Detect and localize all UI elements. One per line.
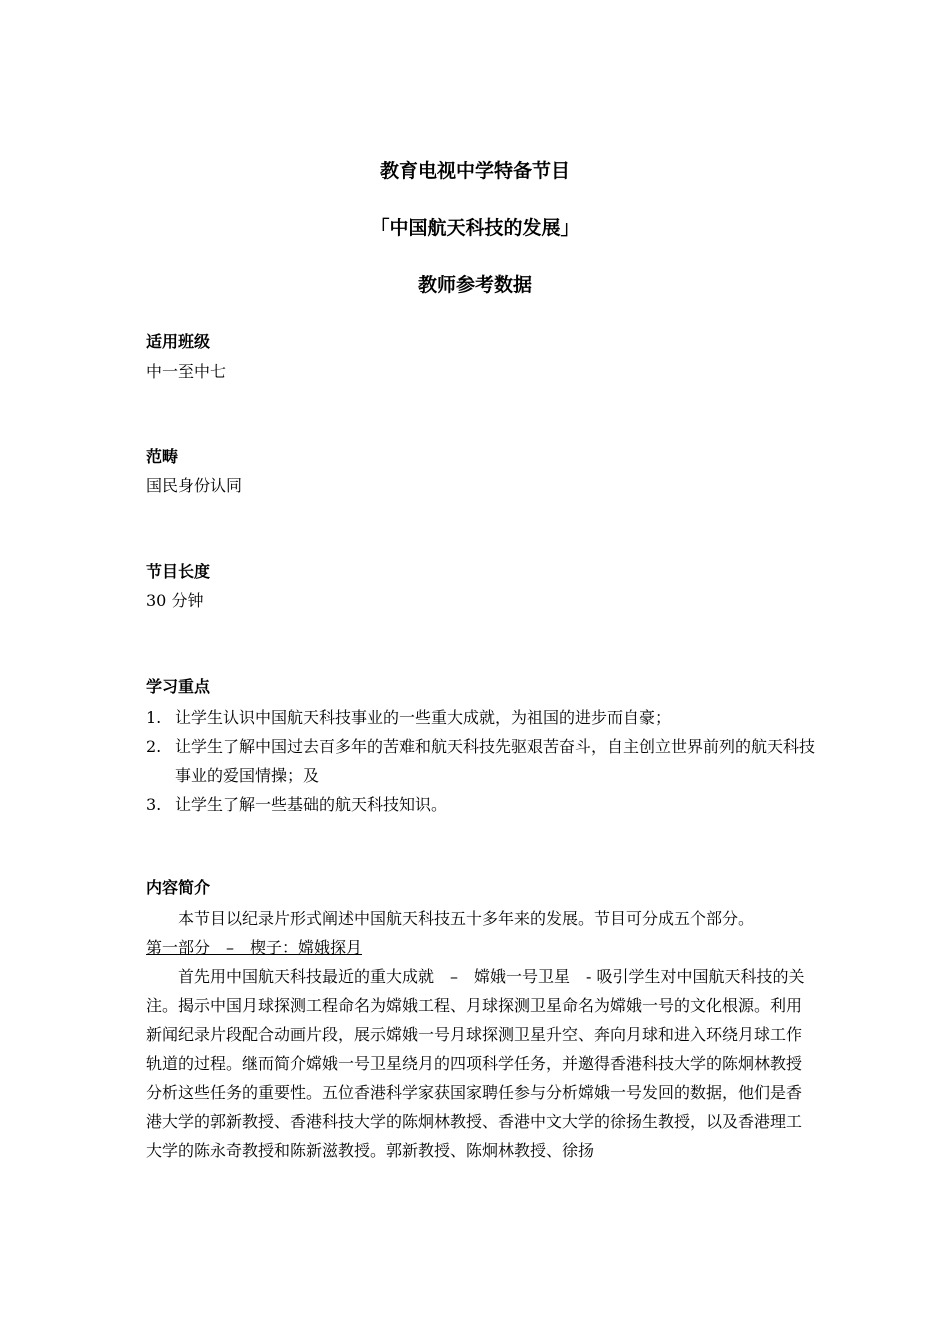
list-item <box>146 790 826 819</box>
list-item-text: 让学生了解一些基础的航天科技知识。 <box>175 795 448 814</box>
learning-focus-list <box>146 703 826 819</box>
category-heading: 范畴 <box>146 447 179 466</box>
learning-focus-heading: 学习重点 <box>146 677 211 696</box>
category-value: 国民身份认同 <box>146 476 243 495</box>
summary-heading: 内容简介 <box>146 878 211 897</box>
grades-value: 中一至中七 <box>146 362 227 381</box>
program-subtitle: 「中国航天科技的发展」 <box>370 217 580 239</box>
list-item <box>146 703 826 732</box>
list-item-text: 让学生了解中国过去百多年的苦难和航天科技先驱艰苦奋斗，自主创立世界前列的航天科技事业的爱国情操；及 <box>175 737 816 785</box>
part-one-title: 第一部分 – 楔子：嫦娥探月 <box>146 938 363 957</box>
summary-intro-paragraph: 本节目以纪录片形式阐述中国航天科技五十多年来的发展。节目可分成五个部分。 <box>178 909 755 928</box>
document-type-title: 教师参考数据 <box>417 274 532 296</box>
list-item-number: 2. <box>146 737 162 756</box>
grades-heading: 适用班级 <box>146 332 211 351</box>
part-one-paragraph: 首先用中国航天科技最近的重大成就 – 嫦娥一号卫星 - 吸引学生对中国航天科技的关注。揭示中国月球探测工程命名为嫦娥工程、月球探测卫星命名为嫦娥一号的文化根源。利用新闻纪录片段配合动画片段，展示嫦娥一号月球探测卫星升空、奔向月球和进入环绕月球工作轨道的过程。继而简介嫦娥一号卫星绕月的四项科学任务，并邀得香港科技大学的陈炯林教授分析这些任务的重要性。五位香港科学家获国家聘任参与分析嫦娥一号发回的数据，他们是香港大学的郭新教授、香港科技大学的陈炯林教授、香港中文大学的徐扬生教授，以及香港理工大学的陈永奇教授和陈新滋教授。郭新教授、陈炯林教授、徐扬 <box>146 967 805 1160</box>
length-value: 30 分钟 <box>146 591 204 610</box>
list-item <box>146 732 826 790</box>
summary-body <box>146 904 810 1165</box>
program-title: 教育电视中学特备节目 <box>379 160 570 182</box>
list-item-number: 3. <box>146 795 162 814</box>
length-heading: 节目长度 <box>146 562 211 581</box>
list-item-number: 1. <box>146 708 162 727</box>
list-item-text: 让学生认识中国航天科技事业的一些重大成就，为祖国的进步而自豪； <box>175 708 672 727</box>
